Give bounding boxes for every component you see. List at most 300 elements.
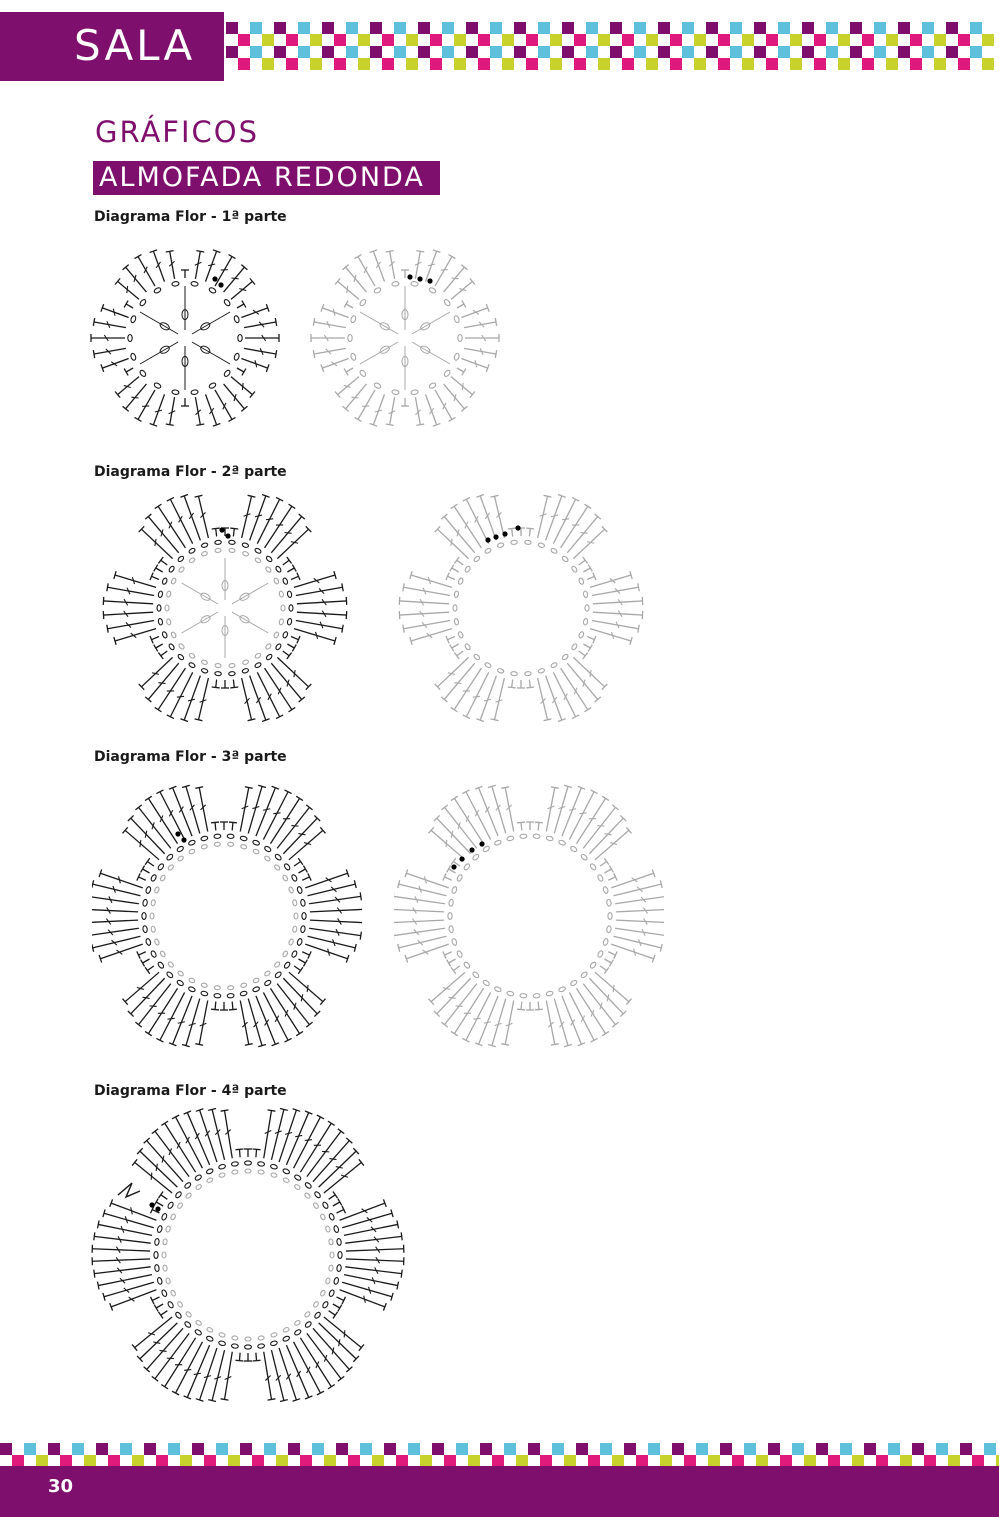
chain-stitch [215,671,222,676]
join-dot [485,537,490,542]
join-dot [469,847,474,852]
stitch-mark [91,334,125,342]
chain-stitch [166,591,171,598]
stitch-mark [457,301,466,308]
stitch-mark [329,1191,338,1199]
stitch-mark [182,785,200,833]
stitch-mark [231,377,255,398]
chain-stitch [428,287,436,294]
chain-stitch [139,299,147,307]
chain-stitch [151,926,156,933]
stitch-mark [426,394,441,426]
chain-stitch [162,577,168,584]
chain-stitch [157,1225,163,1233]
stitch-mark [517,1002,525,1010]
chain-stitch [288,938,294,945]
chain-stitch [411,281,419,287]
chain-stitch [185,1311,192,1318]
stitch-mark [158,1311,167,1319]
chain-stitch [188,839,196,846]
stitch-mark [103,1209,154,1227]
chain-stitch [304,1182,312,1190]
stitch-mark [553,672,579,718]
chain-stitch [177,1202,184,1209]
stitch-mark [92,905,138,913]
chain-stitch [231,1161,238,1166]
stitch-mark [253,1353,261,1361]
chain-stitch [195,1184,202,1191]
chain-stitch [194,1174,202,1181]
chain-stitch [229,548,235,553]
chain-stitch [206,1177,213,1183]
chain-stitch [160,874,167,881]
chain-stitch [300,925,305,932]
stitch-mark [308,880,357,895]
chain-stitch [257,1344,264,1349]
chain-stitch [597,874,604,882]
stitch-mark [167,672,193,718]
chain-stitch [264,970,271,977]
stitch-mark [97,1275,152,1290]
chain-stitch [283,1177,290,1183]
join-dot [417,276,422,281]
chain-stitch [359,369,367,377]
chain-stitch [294,913,298,919]
chain-stitch [578,577,584,584]
stitch-mark [235,1149,243,1157]
stitch-mark [526,1002,534,1010]
chain-stitch [232,1336,239,1341]
stitch-mark [344,301,353,308]
stitch-mark [308,936,357,951]
chain-stitch [214,842,220,847]
stitch-mark [342,1282,393,1300]
chain-stitch [313,1202,320,1209]
chain-stitch [142,913,146,920]
stitch-mark [451,377,475,398]
chain-stitch [150,913,154,919]
chain-stitch [473,653,480,660]
chain-stitch [456,874,463,882]
stitch-mark [245,334,279,342]
chain-stitch [245,1345,252,1349]
stitch-mark [450,644,459,651]
stitch-mark [230,680,238,688]
chain-stitch [150,950,157,958]
chain-stitch [392,389,400,395]
chain-stitch [264,855,271,862]
chain-stitch [482,845,490,852]
stitch-mark [150,573,159,580]
chain-stitch [227,842,233,847]
stitch-mark [335,278,359,299]
stitch-mark [463,497,489,543]
stitch-mark [426,250,441,282]
chain-stitch [558,986,566,993]
chain-stitch [463,863,470,871]
chain-stitch [177,1301,184,1308]
chain-stitch [603,938,609,946]
stitch-mark [271,1350,287,1401]
stitch-mark [250,495,270,541]
stitch-mark [103,1282,154,1300]
chain-stitch [392,281,400,287]
stitch-mark [305,944,349,962]
chain-stitch [302,913,306,920]
join-dot [175,831,180,836]
chain-stitch [188,986,196,993]
chain-stitch [274,864,281,871]
chain-stitch [328,1289,335,1297]
chain-stitch [227,834,234,839]
chain-stitch [240,844,247,849]
chain-stitch [304,1321,312,1329]
stitch-mark [546,676,566,722]
chain-stitch [128,335,132,342]
chain-stitch [494,839,502,846]
chain-stitch [583,591,588,598]
stitch-mark [155,668,186,712]
stitch-mark [154,565,163,572]
stitch-mark [604,866,613,873]
stitch-mark [600,966,609,974]
chain-stitch [282,950,289,957]
stitch-mark [92,919,138,927]
chain-stitch [265,653,272,660]
chain-stitch [252,839,260,846]
stitch-mark [583,565,592,572]
chain-stitch [254,548,262,555]
stitch-mark [195,251,204,279]
stitch-mark [208,1108,224,1159]
direction-arrow [118,1183,140,1197]
subtitle-box [93,161,440,195]
stitch-mark [115,377,139,398]
stitch-mark [305,869,349,887]
chain-stitch [194,1329,202,1336]
stitch-mark [335,377,359,398]
chain-stitch [233,353,240,361]
stitch-mark [212,680,220,688]
join-dot [219,527,224,532]
diagram-label-3: Diagrama Flor - 3ª parte [94,749,287,765]
chain-stitch [167,1301,174,1309]
page-number: 30 [48,1476,74,1497]
chain-stitch [157,605,161,611]
chain-stitch [184,1182,192,1190]
stitch-mark [150,250,165,282]
chain-stitch [191,389,199,395]
chain-stitch [511,671,518,676]
chain-stitch [603,886,609,894]
chain-stitch [188,848,195,854]
stitch-mark [141,959,150,966]
stitch-mark [145,514,178,553]
chain-stitch [195,1320,202,1327]
stitch-mark [587,636,596,643]
stitch-mark [450,565,459,572]
join-dot [155,1206,160,1211]
stitch-mark [277,526,311,558]
chain-stitch [265,566,272,573]
chain-stitch [240,991,248,997]
chain-stitch [282,631,288,638]
chain-stitch [175,1311,183,1319]
chain-stitch [145,938,151,946]
stitch-mark [464,318,497,328]
chain-stitch [283,961,290,969]
chain-stitch [245,1161,252,1165]
chain-stitch [264,979,272,986]
chain-stitch [606,925,611,932]
stitch-mark [386,251,395,279]
stitch-mark [451,668,482,712]
chain-stitch [165,1226,171,1233]
chain-stitch [297,886,303,894]
chain-stitch [333,1277,339,1285]
stitch-mark [333,1304,342,1311]
stitch-mark [561,504,592,548]
stitch-mark [573,657,607,689]
chain-stitch [215,663,221,668]
stitch-mark [244,348,277,358]
join-dot [515,525,520,530]
stitch-mark [346,1245,404,1253]
chain-stitch [238,335,242,342]
stitch-mark [399,611,449,619]
stitch-mark [229,822,237,830]
chain-stitch [166,971,174,979]
chain-stitch [201,836,209,842]
stitch-mark [124,301,133,308]
stitch-mark [139,526,173,558]
stitch-mark [488,785,506,833]
crochet-chart-2-dark [92,488,358,728]
chain-stitch [538,668,545,674]
diagram-label-1: Diagrama Flor - 1ª parte [94,209,287,225]
stitch-mark [337,1297,346,1304]
chain-stitch [242,542,249,548]
chain-stitch [165,605,169,611]
chain-stitch [157,1277,163,1285]
chain-stitch [154,1252,158,1259]
stitch-mark [451,504,482,548]
chain-stitch [373,382,381,389]
chain-stitch [184,1321,192,1329]
stitch-mark [99,944,143,962]
chain-stitch [456,950,463,958]
chain-stitch [177,855,184,862]
chain-stitch [561,653,568,660]
stitch-mark [92,880,140,895]
spoke-line [182,583,218,604]
chain-stitch [178,643,185,650]
chain-stitch [458,631,464,638]
chain-stitch [583,618,588,625]
stitch-mark [265,504,296,548]
stitch-mark [250,676,270,722]
chain-stitch [304,1311,311,1318]
chain-stitch [168,565,175,573]
crochet-chart-3-light [394,772,664,1062]
chain-stitch [157,961,164,969]
stitch-mark [517,822,525,830]
stitch-mark [237,368,246,375]
chain-stitch [329,1265,334,1272]
chain-stitch [275,565,282,573]
stitch-mark [302,873,311,880]
chain-stitch [570,979,578,986]
stitch-mark [231,278,255,299]
stitch-mark [526,680,534,688]
chain-stitch [589,863,596,871]
chain-stitch [142,899,147,906]
chain-stitch [580,971,588,979]
stitch-mark [579,651,588,659]
stitch-mark [158,557,167,565]
chain-stitch [154,1264,159,1271]
chain-stitch [292,926,297,933]
chain-stitch [297,938,303,946]
chain-stitch [464,565,471,573]
chain-stitch [453,315,460,323]
stitch-mark [441,663,474,702]
chain-stitch [525,671,532,676]
chain-stitch [240,983,247,988]
stitch-mark [553,497,579,543]
stitch-mark [294,966,303,974]
stitch-mark [567,663,600,702]
chain-stitch [242,551,249,557]
stitch-mark [158,1191,167,1199]
chain-stitch [188,977,195,983]
chain-stitch [166,618,171,625]
stitch-mark [398,936,447,951]
chain-stitch [571,643,578,651]
crochet-chart-4 [90,1105,406,1405]
join-dot [407,274,412,279]
chain-stitch [274,853,282,861]
chain-stitch [227,993,234,998]
stitch-mark [182,999,200,1047]
stitch-mark [180,495,200,541]
stitch-mark [289,972,325,1004]
chain-stitch [201,551,208,557]
chain-stitch [550,548,558,555]
stitch-mark [446,573,455,580]
chain-stitch [231,1344,238,1349]
chain-stitch [561,555,568,562]
stitch-mark [587,573,596,580]
stitch-mark [465,334,499,342]
stitch-mark [451,278,475,299]
chain-stitch [546,991,554,997]
chain-stitch [170,631,176,638]
stitch-mark [155,504,186,548]
stitch-mark [405,869,449,887]
chain-stitch [145,886,151,894]
chain-stitch [258,1336,265,1341]
chain-stitch [151,899,156,906]
chain-stitch [191,281,199,287]
chain-stitch [208,287,216,294]
chain-stitch [170,1290,176,1297]
chain-stitch [185,1192,192,1199]
chain-stitch [274,961,281,968]
chain-stitch [494,986,502,993]
chain-stitch [178,566,185,573]
chain-stitch [154,1238,159,1245]
chain-stitch [463,961,470,969]
chain-stitch [233,315,240,323]
stitch-mark [158,651,167,659]
stitch-mark [399,597,449,605]
chain-stitch [264,845,272,852]
spoke-line [192,342,230,364]
footer-bar [0,1466,999,1517]
chain-stitch [215,540,222,545]
join-dot [225,533,230,538]
chain-stitch [265,555,272,562]
stitch-mark [137,951,146,958]
stitch-mark [526,528,534,536]
spoke-line [360,312,398,334]
stitch-mark [289,827,325,859]
stitch-mark [220,822,228,830]
chain-stitch [130,353,137,361]
stitch-mark [611,869,655,887]
spoke-line [360,342,398,364]
chain-stitch [329,1239,334,1246]
stitch-mark [211,822,219,830]
stitch-mark [311,334,345,342]
chain-stitch [289,605,293,611]
join-dot [427,278,432,283]
chain-stitch [538,542,545,548]
stitch-mark [291,636,300,643]
stitch-mark [253,1149,261,1157]
stitch-mark [166,251,175,279]
page-subtitle: ALMOFADA REDONDA [99,162,425,193]
stitch-mark [370,394,385,426]
page-title: GRÁFICOS [95,115,260,149]
chain-stitch [177,970,184,977]
chain-stitch [453,605,457,611]
checker-border-bottom [0,1443,999,1467]
chain-stitch [206,1168,214,1175]
chain-stitch [520,834,527,839]
stitch-mark [313,318,346,328]
chain-stitch [170,1213,176,1220]
crochet-chart-1-light [310,235,500,440]
stitch-mark [415,397,424,425]
stitch-mark [508,528,516,536]
stitch-mark [476,676,496,722]
stitch-mark [567,514,600,553]
chain-stitch [325,1226,331,1233]
chain-stitch [270,1164,278,1170]
chain-stitch [201,542,208,548]
chain-stitch [273,631,279,638]
spoke-line [140,312,178,334]
stitch-mark [221,680,229,688]
chain-stitch [283,1327,290,1333]
chain-stitch [157,863,164,871]
spoke-line [140,342,178,364]
chain-stitch [282,1168,290,1175]
stitch-mark [337,1206,346,1213]
stitch-mark [310,918,362,926]
